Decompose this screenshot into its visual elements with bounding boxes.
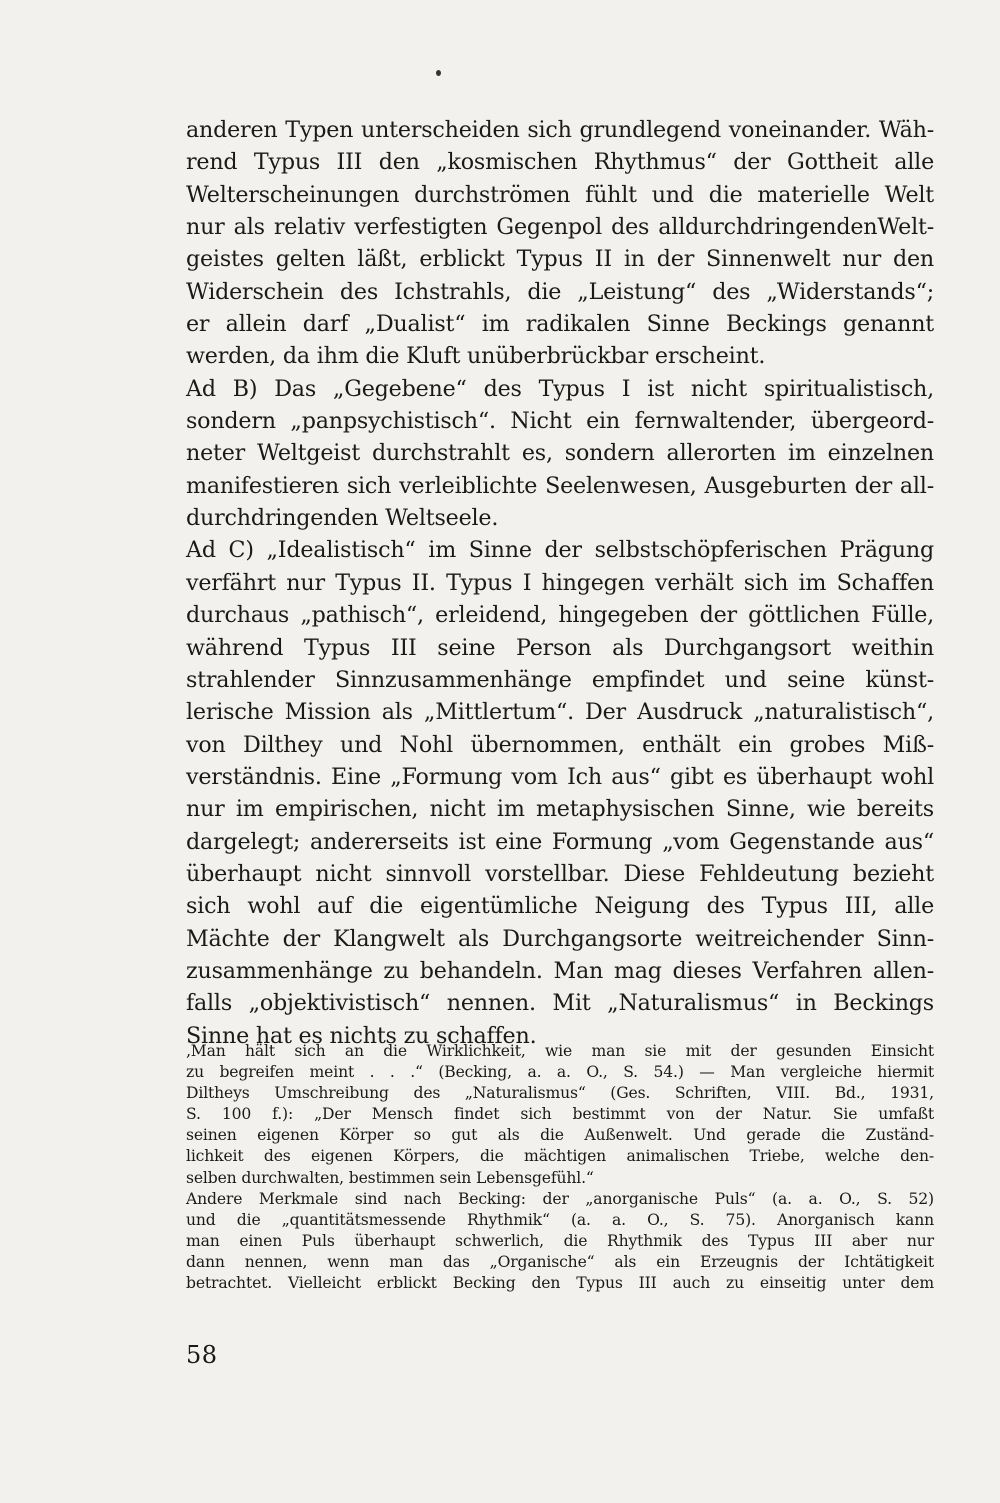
main-text-line: neter Weltgeist durchstrahlt es, sondern allerorten im einzelnen [186,440,934,467]
footnote-line: seinen eigenen Körper so gut als die Außenwelt. Und gerade die Zuständ- [186,1126,934,1145]
main-text-line: durchdringenden Weltseele. [186,505,499,532]
footnote-line: Diltheys Umschreibung des „Naturalismus“ (Ges. Schriften, VIII. Bd., 1931, [186,1084,934,1103]
main-text-line: überhaupt nicht sinnvoll vorstellbar. Diese Fehldeutung bezieht [186,860,934,887]
main-text-line: er allein darf „Dualist“ im radikalen Sinne Beckings genannt [186,311,934,338]
main-text-line: werden, da ihm die Kluft unüberbrückbar erscheint. [186,343,766,370]
main-text-line: während Typus III seine Person als Durchgangsort weithin [186,634,934,661]
main-text-line: Ad B) Das „Gegebene“ des Typus I ist nicht spiritualistisch, [186,375,934,402]
main-text-line: Ad C) „Idealistisch“ im Sinne der selbstschöpferischen Prägung [186,537,934,564]
main-text-line: lerische Mission als „Mittlertum“. Der Ausdruck „naturalistisch“, [186,699,934,726]
page-number: 58 [186,1341,218,1369]
main-text-line: zusammenhänge zu behandeln. Man mag dieses Verfahren allen- [186,957,934,984]
footnote-line: S. 100 f.): „Der Mensch findet sich bestimmt von der Natur. Sie umfaßt [186,1105,934,1124]
footnote-line: man einen Puls überhaupt schwerlich, die Rhythmik des Typus III aber nur [186,1231,934,1250]
main-text-line: geistes gelten läßt, erblickt Typus II in der Sinnenwelt nur den [186,246,934,273]
main-text-line: Sinne hat es nichts zu schaffen. [186,1022,537,1049]
main-text-line: verständnis. Eine „Formung vom Ich aus“ gibt es überhaupt wohl [186,763,934,790]
main-text-line: manifestieren sich verleiblichte Seelenwesen, Ausgeburten der all- [186,472,934,499]
main-text-line: durchaus „pathisch“, erleidend, hingegeben der göttlichen Fülle, [186,602,934,629]
main-text [186,114,934,1052]
main-text-line: sich wohl auf die eigentümliche Neigung des Typus III, alle [186,893,934,920]
footnote-line: lichkeit des eigenen Körpers, die mächtigen animalischen Triebe, welche den- [186,1147,934,1166]
footnote-line: selben durchwalten, bestimmen sein Lebensgefühl.“ [186,1168,594,1187]
main-text-line: dargelegt; andererseits ist eine Formung „vom Gegenstande aus“ [186,828,934,855]
main-text-line: Widerschein des Ichstrahls, die „Leistung“ des „Widerstands“; [186,278,934,305]
main-text-line: anderen Typen unterscheiden sich grundlegend voneinander. Wäh- [186,117,934,143]
main-text-line: Welterscheinungen durchströmen fühlt und die materielle Welt [186,181,934,208]
ink-dot-mark [436,70,441,76]
main-text-line: nur als relativ verfestigten Gegenpol des alldurchdringendenWelt- [186,214,934,241]
main-text-line: falls „objektivistisch“ nennen. Mit „Naturalismus“ in Beckings [186,990,934,1017]
footnote-line: ‚Man hält sich an die Wirklichkeit, wie man sie mit der gesunden Einsicht [186,1042,934,1060]
footnotes [186,1041,934,1294]
footnote-line: und die „quantitätsmessende Rhythmik“ (a. a. O., S. 75). Anorganisch kann [186,1210,934,1229]
main-text-line: Mächte der Klangwelt als Durchgangsorte weitreichender Sinn- [186,925,934,952]
footnote-line: betrachtet. Vielleicht erblickt Becking den Typus III auch zu einseitig unter dem [186,1274,934,1293]
footnote-line: zu begreifen meint . . .“ (Becking, a. a. O., S. 54.) — Man vergleiche hiermit [186,1063,934,1082]
main-text-line: rend Typus III den „kosmischen Rhythmus“ der Gottheit alle [186,149,934,176]
main-text-line: strahlender Sinnzusammenhänge empfindet und seine künst- [186,666,934,693]
main-text-line: nur im empirischen, nicht im metaphysischen Sinne, wie bereits [186,796,934,823]
main-text-line: sondern „panpsychistisch“. Nicht ein fernwaltender, übergeord- [186,408,934,435]
footnote-line: Andere Merkmale sind nach Becking: der „anorganische Puls“ (a. a. O., S. 52) [186,1189,934,1208]
main-text-line: verfährt nur Typus II. Typus I hingegen verhält sich im Schaffen [186,569,934,596]
footnote-line: dann nennen, wenn man das „Organische“ als ein Erzeugnis der Ichtätigkeit [186,1252,934,1271]
main-text-line: von Dilthey und Nohl übernommen, enthält ein grobes Miß- [186,731,934,758]
